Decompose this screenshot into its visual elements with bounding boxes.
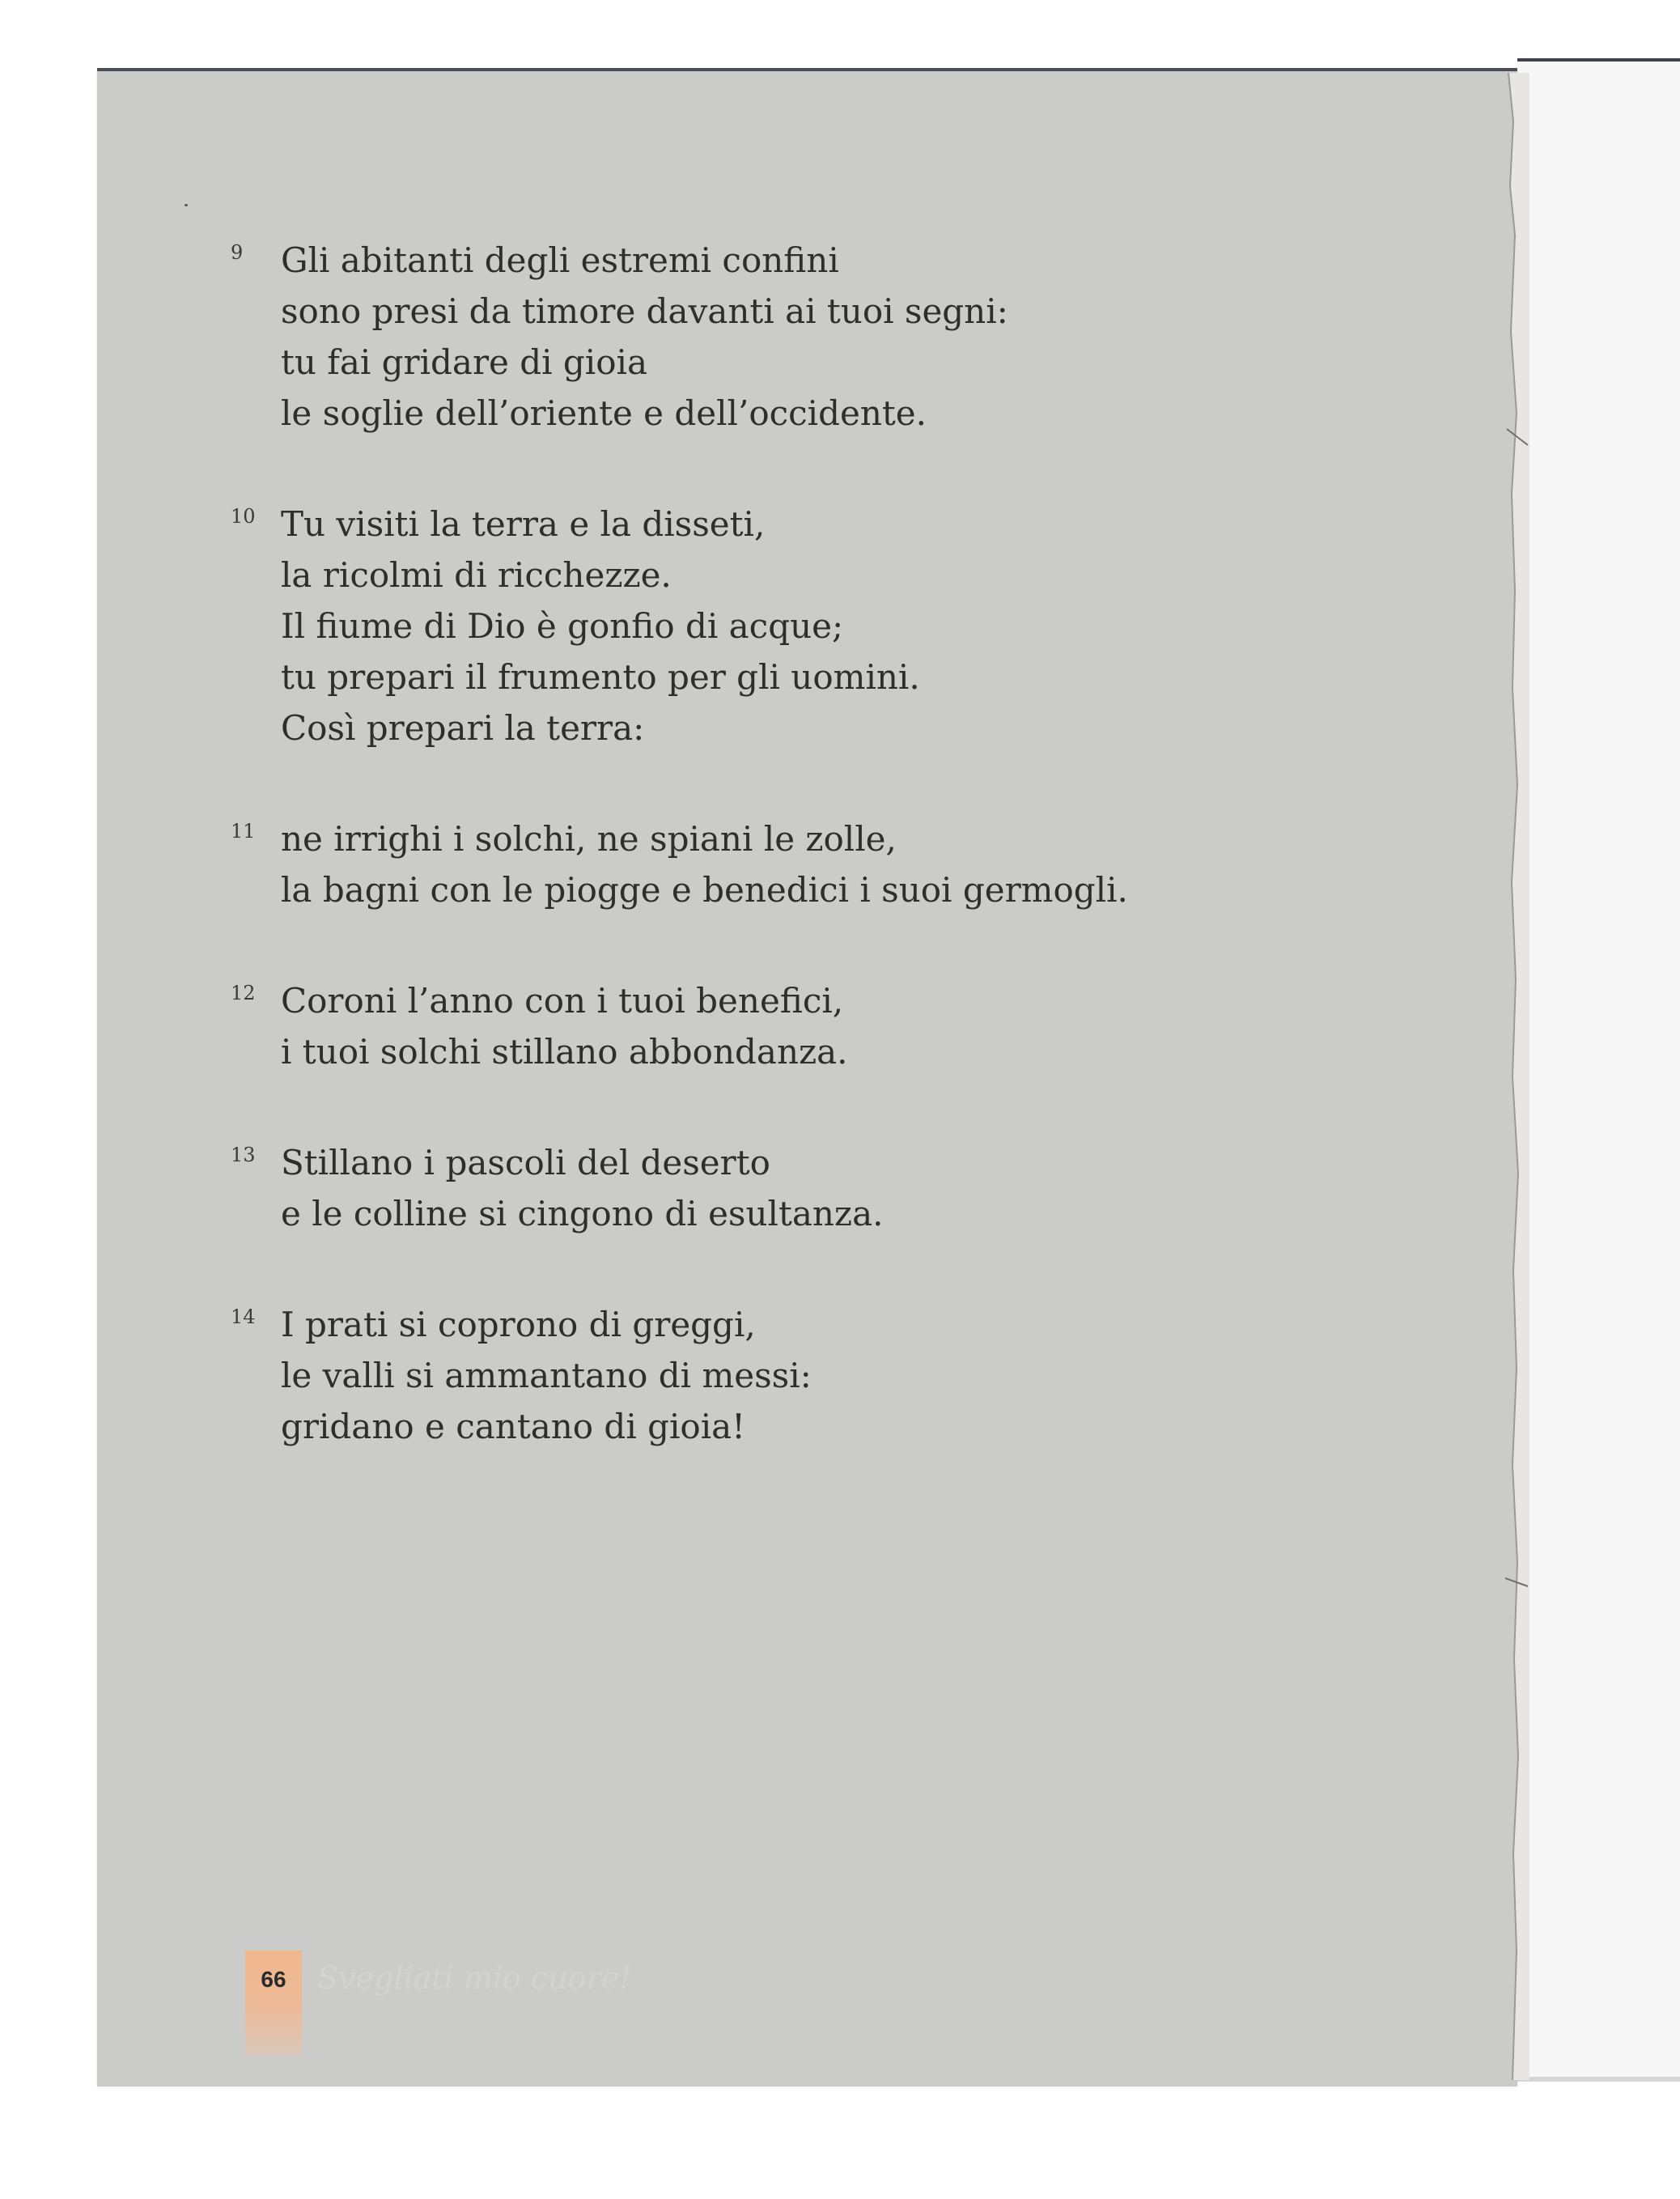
verse-number: 10 — [231, 505, 256, 528]
dust-speck — [185, 204, 188, 206]
verse-line: Così prepari la terra: — [281, 708, 645, 748]
torn-binding-edge — [1505, 73, 1529, 2080]
verse — [231, 235, 1364, 439]
verse-line: gridano e cantano di gioia! — [281, 1407, 746, 1446]
sheet-bottom-shadow — [1517, 2077, 1680, 2082]
verse-number: 14 — [231, 1305, 256, 1328]
verse-line: la ricolmi di ricchezze. — [281, 555, 672, 595]
verse-line: Il fiume di Dio è gonfio di acque; — [281, 606, 844, 646]
verse-line: i tuoi solchi stillano abbondanza. — [281, 1032, 848, 1072]
next-sheet — [1517, 62, 1680, 2077]
psalm-text — [231, 235, 1364, 1512]
verse-line: tu fai gridare di gioia — [281, 342, 647, 382]
verse — [231, 499, 1364, 754]
verse-line: le valli si ammantano di messi: — [281, 1356, 812, 1395]
verse-number: 13 — [231, 1144, 256, 1166]
verse-line: Tu visiti la terra e la disseti, — [281, 504, 766, 544]
verse-line: le soglie dell’oriente e dell’occidente. — [281, 393, 927, 433]
verse-line: tu prepari il frumento per gli uomini. — [281, 657, 920, 697]
verse-line: Gli abitanti degli estremi confini — [281, 240, 839, 280]
verse-line: e le colline si cingono di esultanza. — [281, 1194, 884, 1233]
page-number: 66 — [261, 1967, 286, 1992]
verse-line: Coroni l’anno con i tuoi benefici, — [281, 981, 844, 1021]
verse — [231, 1137, 1364, 1239]
verse-line: sono presi da timore davanti ai tuoi segni: — [281, 291, 1008, 331]
running-title: Svegliati mio cuore! — [317, 1960, 632, 1996]
verse-line: I prati si coprono di greggi, — [281, 1305, 756, 1344]
verse-line: la bagni con le piogge e benedici i suoi germogli. — [281, 870, 1128, 910]
verse-line: Stillano i pascoli del deserto — [281, 1143, 770, 1182]
verse — [231, 1299, 1364, 1452]
verse-number: 9 — [231, 241, 244, 264]
verse — [231, 813, 1364, 915]
verse — [231, 975, 1364, 1077]
verse-number: 12 — [231, 982, 256, 1004]
verse-number: 11 — [231, 820, 256, 843]
verse-line: ne irrighi i solchi, ne spiani le zolle, — [281, 819, 897, 859]
